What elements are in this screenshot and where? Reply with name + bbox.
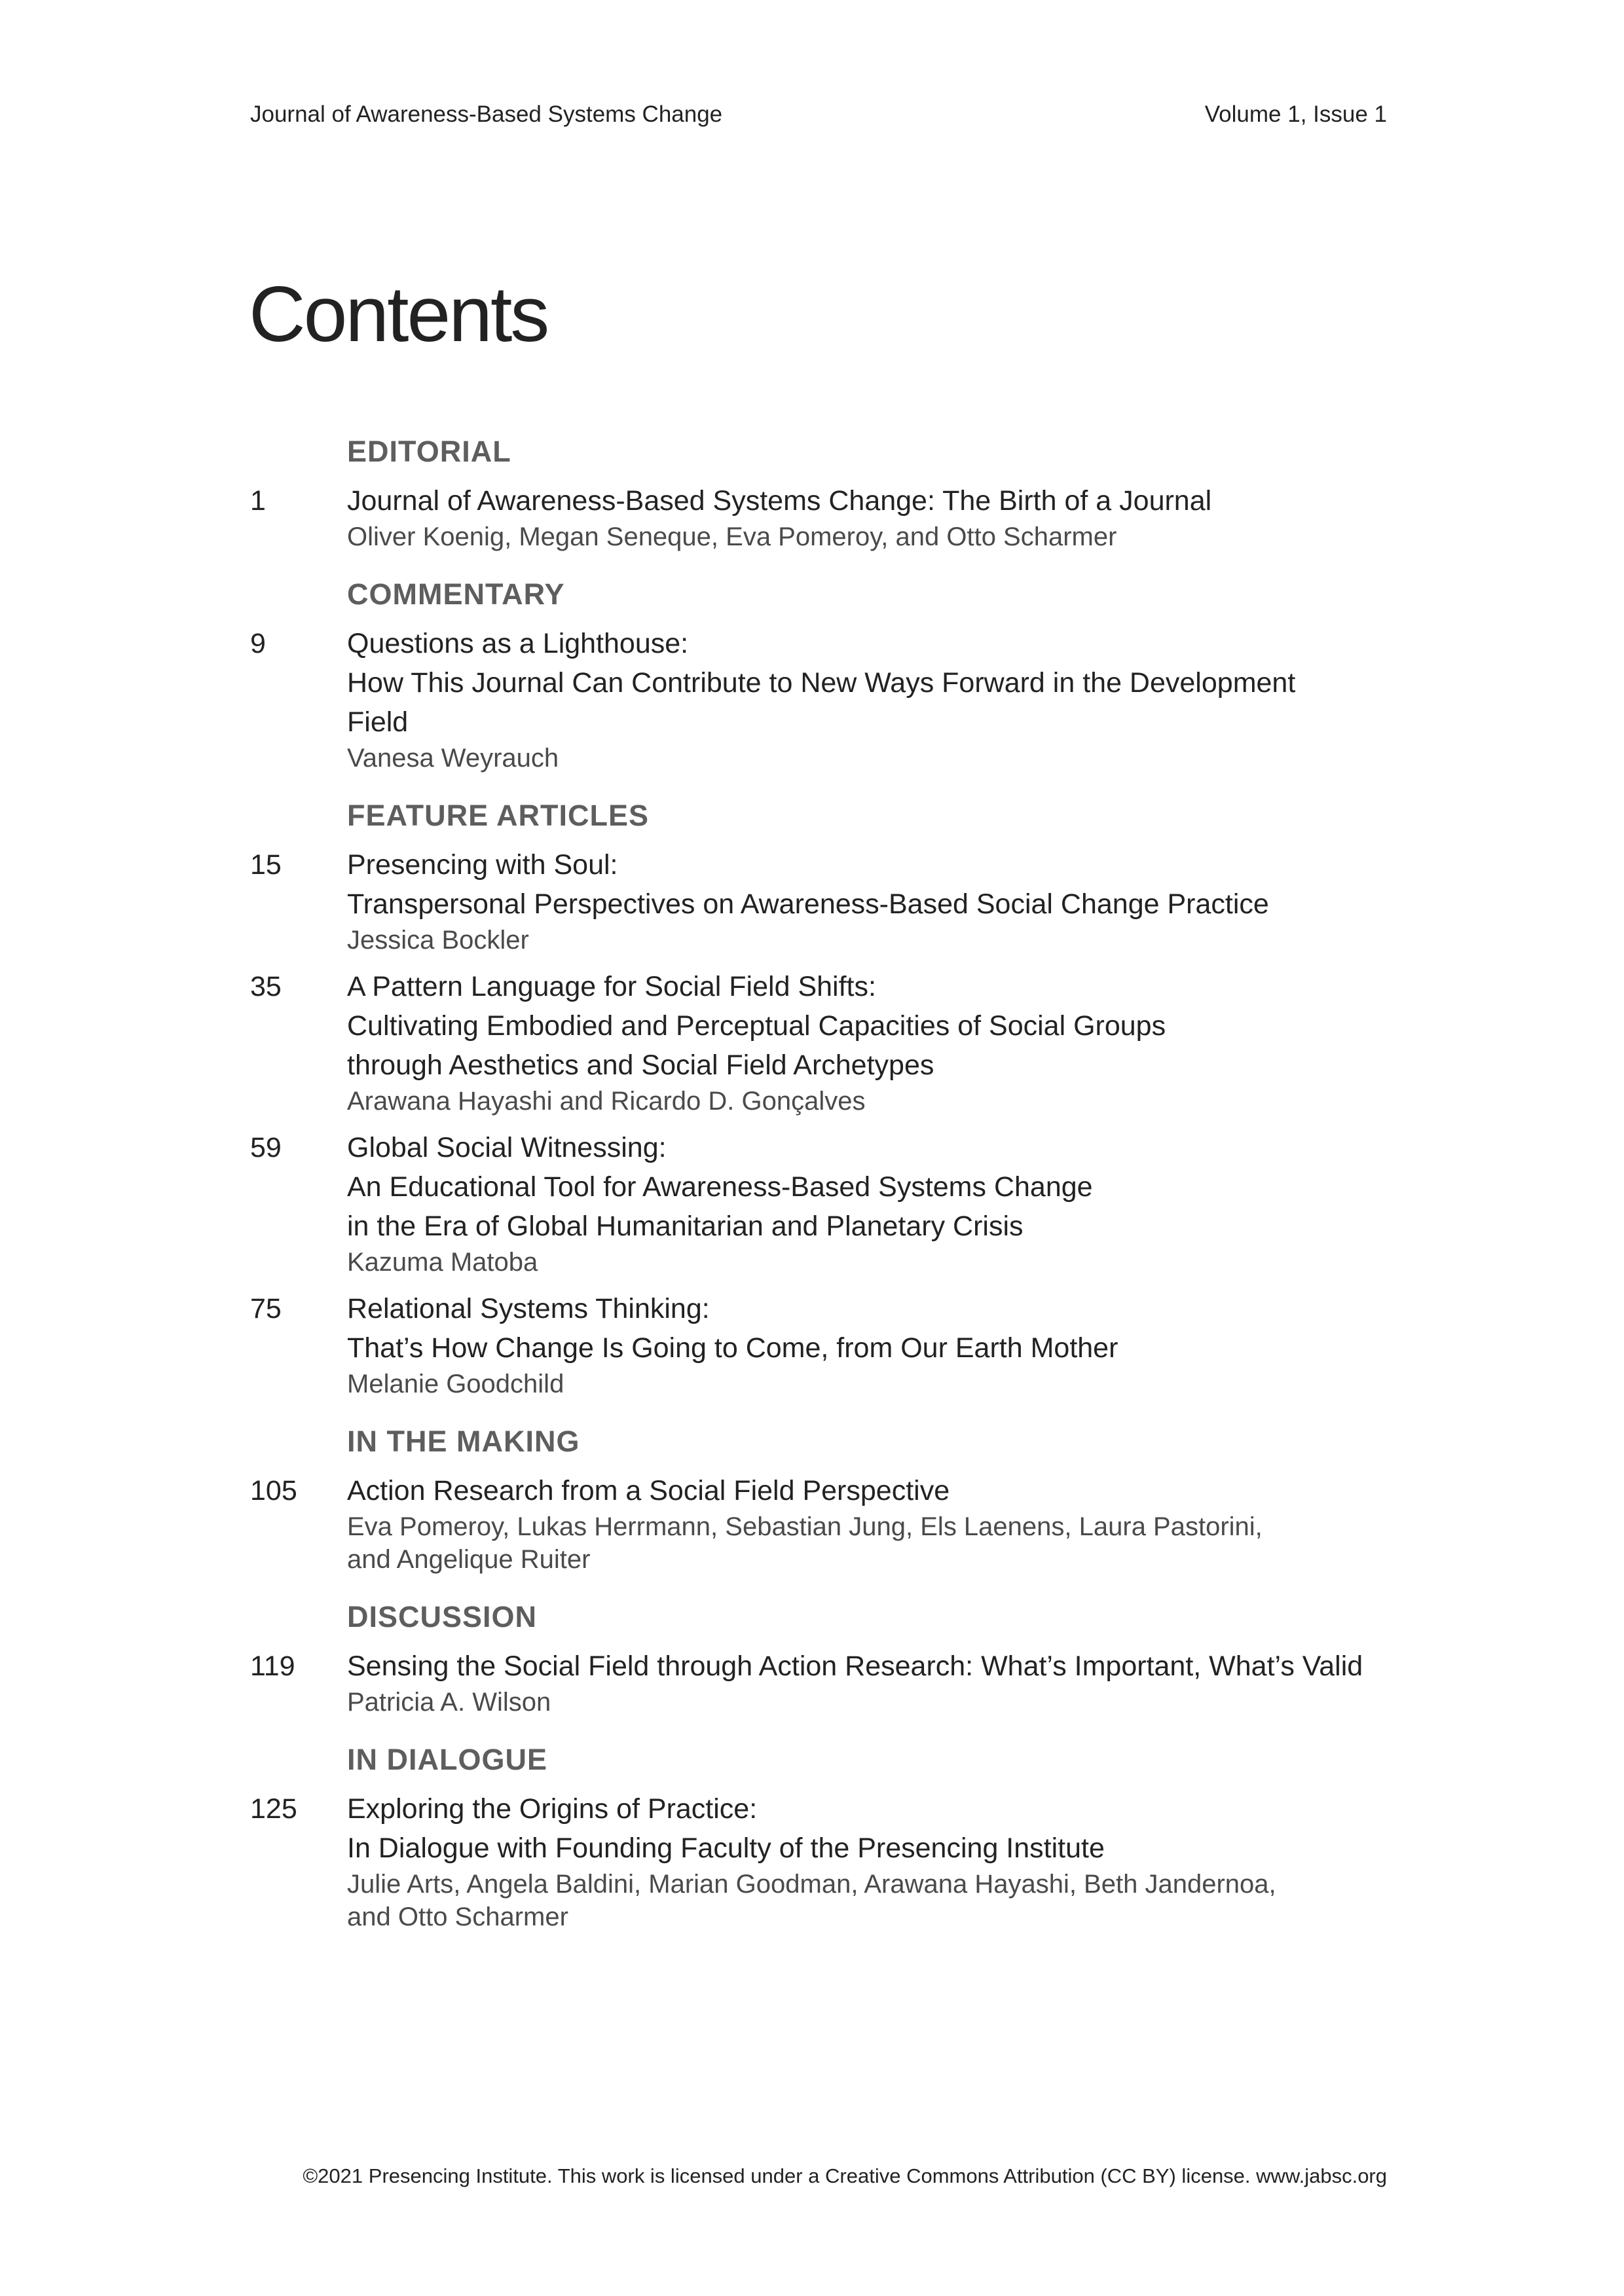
toc-section [250, 1737, 1363, 1933]
toc-section [250, 429, 1363, 553]
section-heading: DISCUSSION [347, 1600, 538, 1633]
article-authors-line: Jessica Bockler [347, 926, 529, 955]
article-title-line: Cultivating Embodied and Perceptual Capacities of Social Groups [347, 1010, 1166, 1042]
toc-entry[interactable] [250, 1128, 1363, 1279]
toc-section [250, 572, 1363, 774]
article-title-line: Transpersonal Perspectives on Awareness-Based Social Change Practice [347, 888, 1269, 920]
copyright-footer: ©2021 Presencing Institute. This work is licensed under a Creative Commons Attribution (CC BY) license. www.jabsc.org [303, 2164, 1387, 2187]
article-authors-line: Arawana Hayashi and Ricardo D. Gonçalves [347, 1087, 866, 1116]
article-title-line: A Pattern Language for Social Field Shifts: [347, 971, 876, 1002]
toc-entry[interactable] [250, 624, 1363, 774]
page-number: 59 [250, 1132, 282, 1163]
page-number: 75 [250, 1293, 282, 1324]
article-title-line: Action Research from a Social Field Perspective [347, 1475, 950, 1506]
article-title-line: An Educational Tool for Awareness-Based Systems Change [347, 1171, 1093, 1203]
toc-entry[interactable] [250, 967, 1363, 1118]
section-heading: IN DIALOGUE [347, 1743, 548, 1776]
toc-entry[interactable] [250, 845, 1363, 957]
page-number: 125 [250, 1793, 297, 1825]
toc-entry[interactable] [250, 481, 1363, 553]
article-authors-line: Eva Pomeroy, Lukas Herrmann, Sebastian Jung, Els Laenens, Laura Pastorini, [347, 1512, 1263, 1541]
page-number: 1 [250, 485, 266, 517]
table-of-contents [250, 429, 1363, 1944]
toc-section [250, 1594, 1363, 1719]
page-number: 119 [250, 1650, 295, 1682]
article-authors-line: Patricia A. Wilson [347, 1688, 551, 1717]
article-title-line: In Dialogue with Founding Faculty of the Presencing Institute [347, 1832, 1105, 1864]
toc-entry[interactable] [250, 1471, 1363, 1576]
article-authors-line: Oliver Koenig, Megan Seneque, Eva Pomeroy, and Otto Scharmer [347, 522, 1117, 551]
article-title-line: Presencing with Soul: [347, 849, 618, 881]
toc-section [250, 1419, 1363, 1576]
page-number: 105 [250, 1475, 297, 1506]
article-title-line: Relational Systems Thinking: [347, 1293, 710, 1324]
section-heading: FEATURE ARTICLES [347, 799, 649, 832]
toc-entry[interactable] [250, 1789, 1363, 1933]
article-title-line: That’s How Change Is Going to Come, from Our Earth Mother [347, 1332, 1118, 1364]
volume-issue: Volume 1, Issue 1 [1204, 101, 1387, 127]
article-title-line: Questions as a Lighthouse: [347, 628, 689, 659]
article-authors-line: and Angelique Ruiter [347, 1545, 591, 1574]
article-title-line: in the Era of Global Humanitarian and Planetary Crisis [347, 1211, 1024, 1242]
section-heading: IN THE MAKING [347, 1425, 580, 1458]
article-title-line: Journal of Awareness-Based Systems Change: The Birth of a Journal [347, 485, 1212, 517]
page-number: 35 [250, 971, 282, 1002]
article-authors-line: Vanesa Weyrauch [347, 744, 559, 773]
section-heading: EDITORIAL [347, 435, 511, 468]
article-authors-line: Melanie Goodchild [347, 1370, 564, 1398]
running-head [250, 98, 1387, 137]
article-authors-line: and Otto Scharmer [347, 1903, 568, 1931]
page-number: 15 [250, 849, 282, 881]
article-title-line: Global Social Witnessing: [347, 1132, 667, 1163]
article-authors-line: Julie Arts, Angela Baldini, Marian Goodman, Arawana Hayashi, Beth Jandernoa, [347, 1870, 1276, 1899]
journal-name: Journal of Awareness-Based Systems Change [250, 101, 723, 127]
article-authors-line: Kazuma Matoba [347, 1248, 538, 1277]
page-number: 9 [250, 628, 266, 659]
toc-entry[interactable] [250, 1289, 1363, 1400]
article-title-line: through Aesthetics and Social Field Archetypes [347, 1049, 934, 1081]
article-title-line: Exploring the Origins of Practice: [347, 1793, 758, 1825]
article-title-line: How This Journal Can Contribute to New Ways Forward in the Development Field [347, 667, 1296, 738]
page-title: Contents [249, 270, 548, 358]
toc-entry[interactable] [250, 1647, 1363, 1719]
section-heading: COMMENTARY [347, 577, 565, 611]
article-title-line: Sensing the Social Field through Action Research: What’s Important, What’s Valid [347, 1650, 1363, 1682]
toc-section [250, 793, 1363, 1400]
